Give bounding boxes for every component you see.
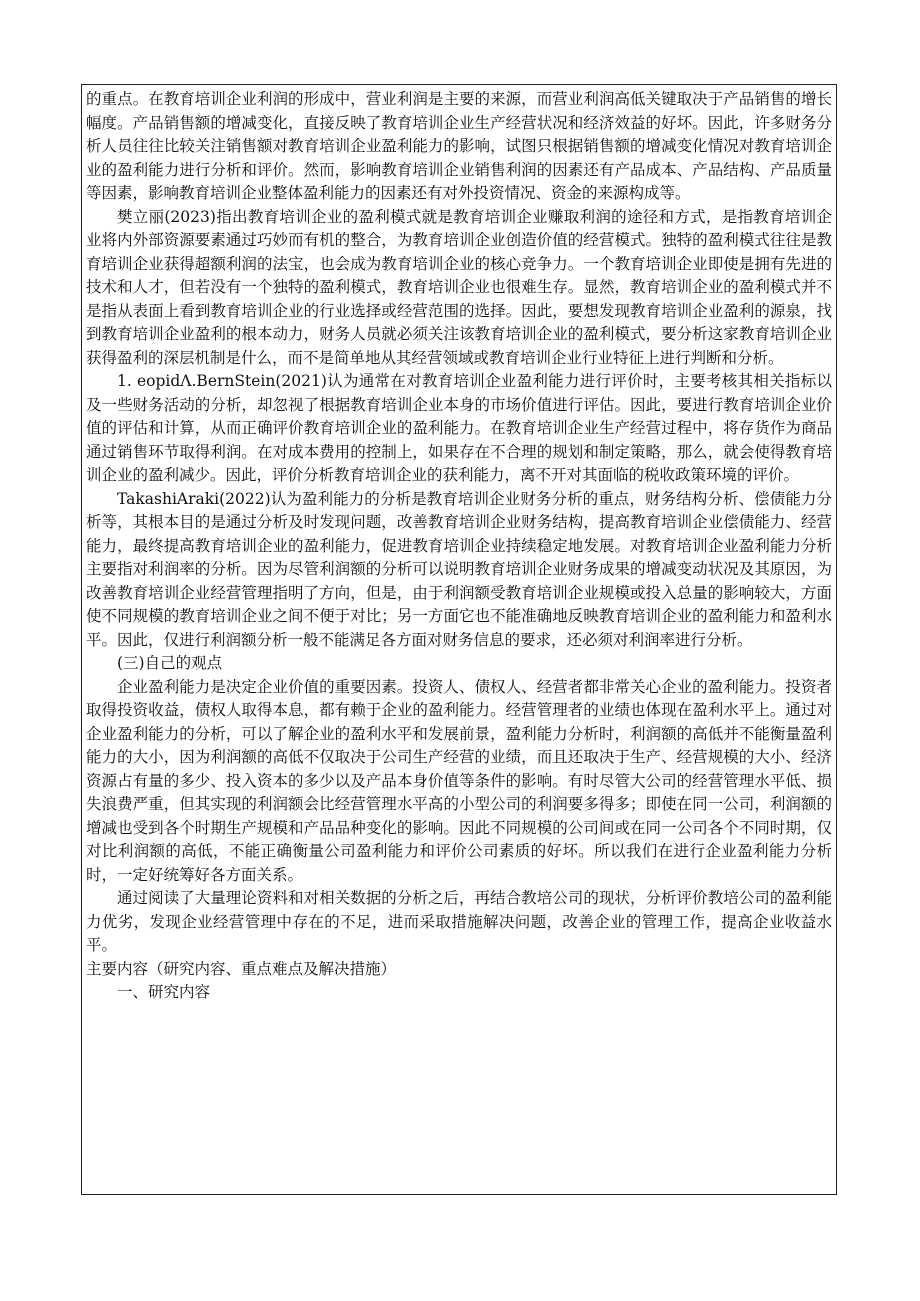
- document-body: [86, 88, 832, 1005]
- paragraph-continued: 的重点。在教育培训企业利润的形成中，营业利润是主要的来源，而营业利润高低关键取决于产品销售的增长幅度。产品销售额的增减变化，直接反映了教育培训企业生产经营状况和经济效益的好坏。因此，许多财务分析人员往往比较关注销售额对教育培训企业盈利能力的影响，试图只根据销售额的增减变化情况对教育培训企业的盈利能力进行分析和评价。然而，影响教育培训企业销售利润的因素还有产品成本、产品结构、产品质量等因素，影响教育培训企业整体盈利能力的因素还有对外投资情况、资金的来源构成等。: [86, 90, 832, 202]
- research-content-heading: 一、研究内容: [117, 983, 211, 1001]
- paragraph-conclusion: 通过阅读了大量理论资料和对相关数据的分析之后，再结合教培公司的现状，分析评价教培公司的盈利能力优劣，发现企业经营管理中存在的不足，进而采取措施解决问题，改善企业的管理工作，提高企业收益水平。: [86, 889, 832, 954]
- paragraph-araki: TakashiAraki(2022)认为盈利能力的分析是教育培训企业财务分析的重点，财务结构分析、偿债能力分析等，其根本目的是通过分析及时发现问题，改善教育培训企业财务结构，提高教育培训企业偿债能力、经营能力，最终提高教育培训企业的盈利能力，促进教育培训企业持续稳定地发展。对教育培训企业盈利能力分析主要指对利润率的分析。因为尽管利润额的分析可以说明教育培训企业财务成果的增减变动状况及其原因，为改善教育培训企业经营管理指明了方向，但是，由于利润额受教育培训企业规模或投入总量的影响较大，方面使不同规模的教育培训企业之间不便于对比；另一方面它也不能准确地反映教育培训企业的盈利能力和盈利水平。因此，仅进行利润额分析一般不能满足各方面对财务信息的要求，还必须对利润率进行分析。: [86, 489, 832, 649]
- main-content-heading: 主要内容（研究内容、重点难点及解决措施）: [86, 959, 397, 978]
- table-cell-border: [81, 84, 837, 1195]
- paragraph-bernstein: 1. eopidΛ.BernStein(2021)认为通常在对教育培训企业盈利能力进行评价时，主要考核其相关指标以及一些财务活动的分析，却忽视了根据教育培训企业本身的市场价值进行评估。因此，要进行教育培训企业价值的评估和计算，从而正确评价教育培训企业的盈利能力。在教育培训企业生产经营过程中，将存货作为商品通过销售环节取得利润。在对成本费用的控制上，如果存在不合理的规划和制定策略，那么，就会使得教育培训企业的盈利减少。因此，评价分析教育培训企业的获利能力，离不开对其面临的税收政策环境的评价。: [86, 372, 832, 484]
- section-heading-own-view: (三)自己的观点: [117, 654, 223, 672]
- paragraph-fan-lili: 樊立丽(2023)指出教育培训企业的盈利模式就是教育培训企业赚取利润的途径和方式，是指教育培训企业将内外部资源要素通过巧妙而有机的整合，为教育培训企业创造价值的经营模式。独特的盈利模式往往是教育培训企业获得超额利润的法宝，也会成为教育培训企业的核心竞争力。一个教育培训企业即使是拥有先进的技术和人才，但若没有一个独特的盈利模式，教育培训企业也很难生存。显然，教育培训企业的盈利模式并不是指从表面上看到教育培训企业的行业选择或经营范围的选择。因此，要想发现教育培训企业盈利的源泉，找到教育培训企业盈利的根本动力，财务人员就必须关注该教育培训企业的盈利模式，要分析这家教育培训企业获得盈利的深层机制是什么，而不是简单地从其经营领域或教育培训企业行业特征上进行判断和分析。: [86, 207, 832, 367]
- paragraph-own-view: 企业盈利能力是决定企业价值的重要因素。投资人、债权人、经营者都非常关心企业的盈利能力。投资者取得投资收益，债权人取得本息，都有赖于企业的盈利能力。经营管理者的业绩也体现在盈利水平上。通过对企业盈利能力的分析，可以了解企业的盈利水平和发展前景，盈利能力分析时，利润额的高低并不能衡量盈利能力的大小，因为利润额的高低不仅取决于公司生产经营的业绩，而且还取决于生产、经营规模的大小、经济资源占有量的多少、投入资本的多少以及产品本身价值等条件的影响。有时尽管大公司的经营管理水平低、损失浪费严重，但其实现的利润额会比经营管理水平高的小型公司的利润要多得多；即使在同一公司，利润额的增减也受到各个时期生产规模和产品品种变化的影响。因此不同规模的公司间或在同一公司各个不同时期，仅对比利润额的高低，不能正确衡量公司盈利能力和评价公司素质的好坏。所以我们在进行企业盈利能力分析时，一定好统筹好各方面关系。: [86, 677, 832, 884]
